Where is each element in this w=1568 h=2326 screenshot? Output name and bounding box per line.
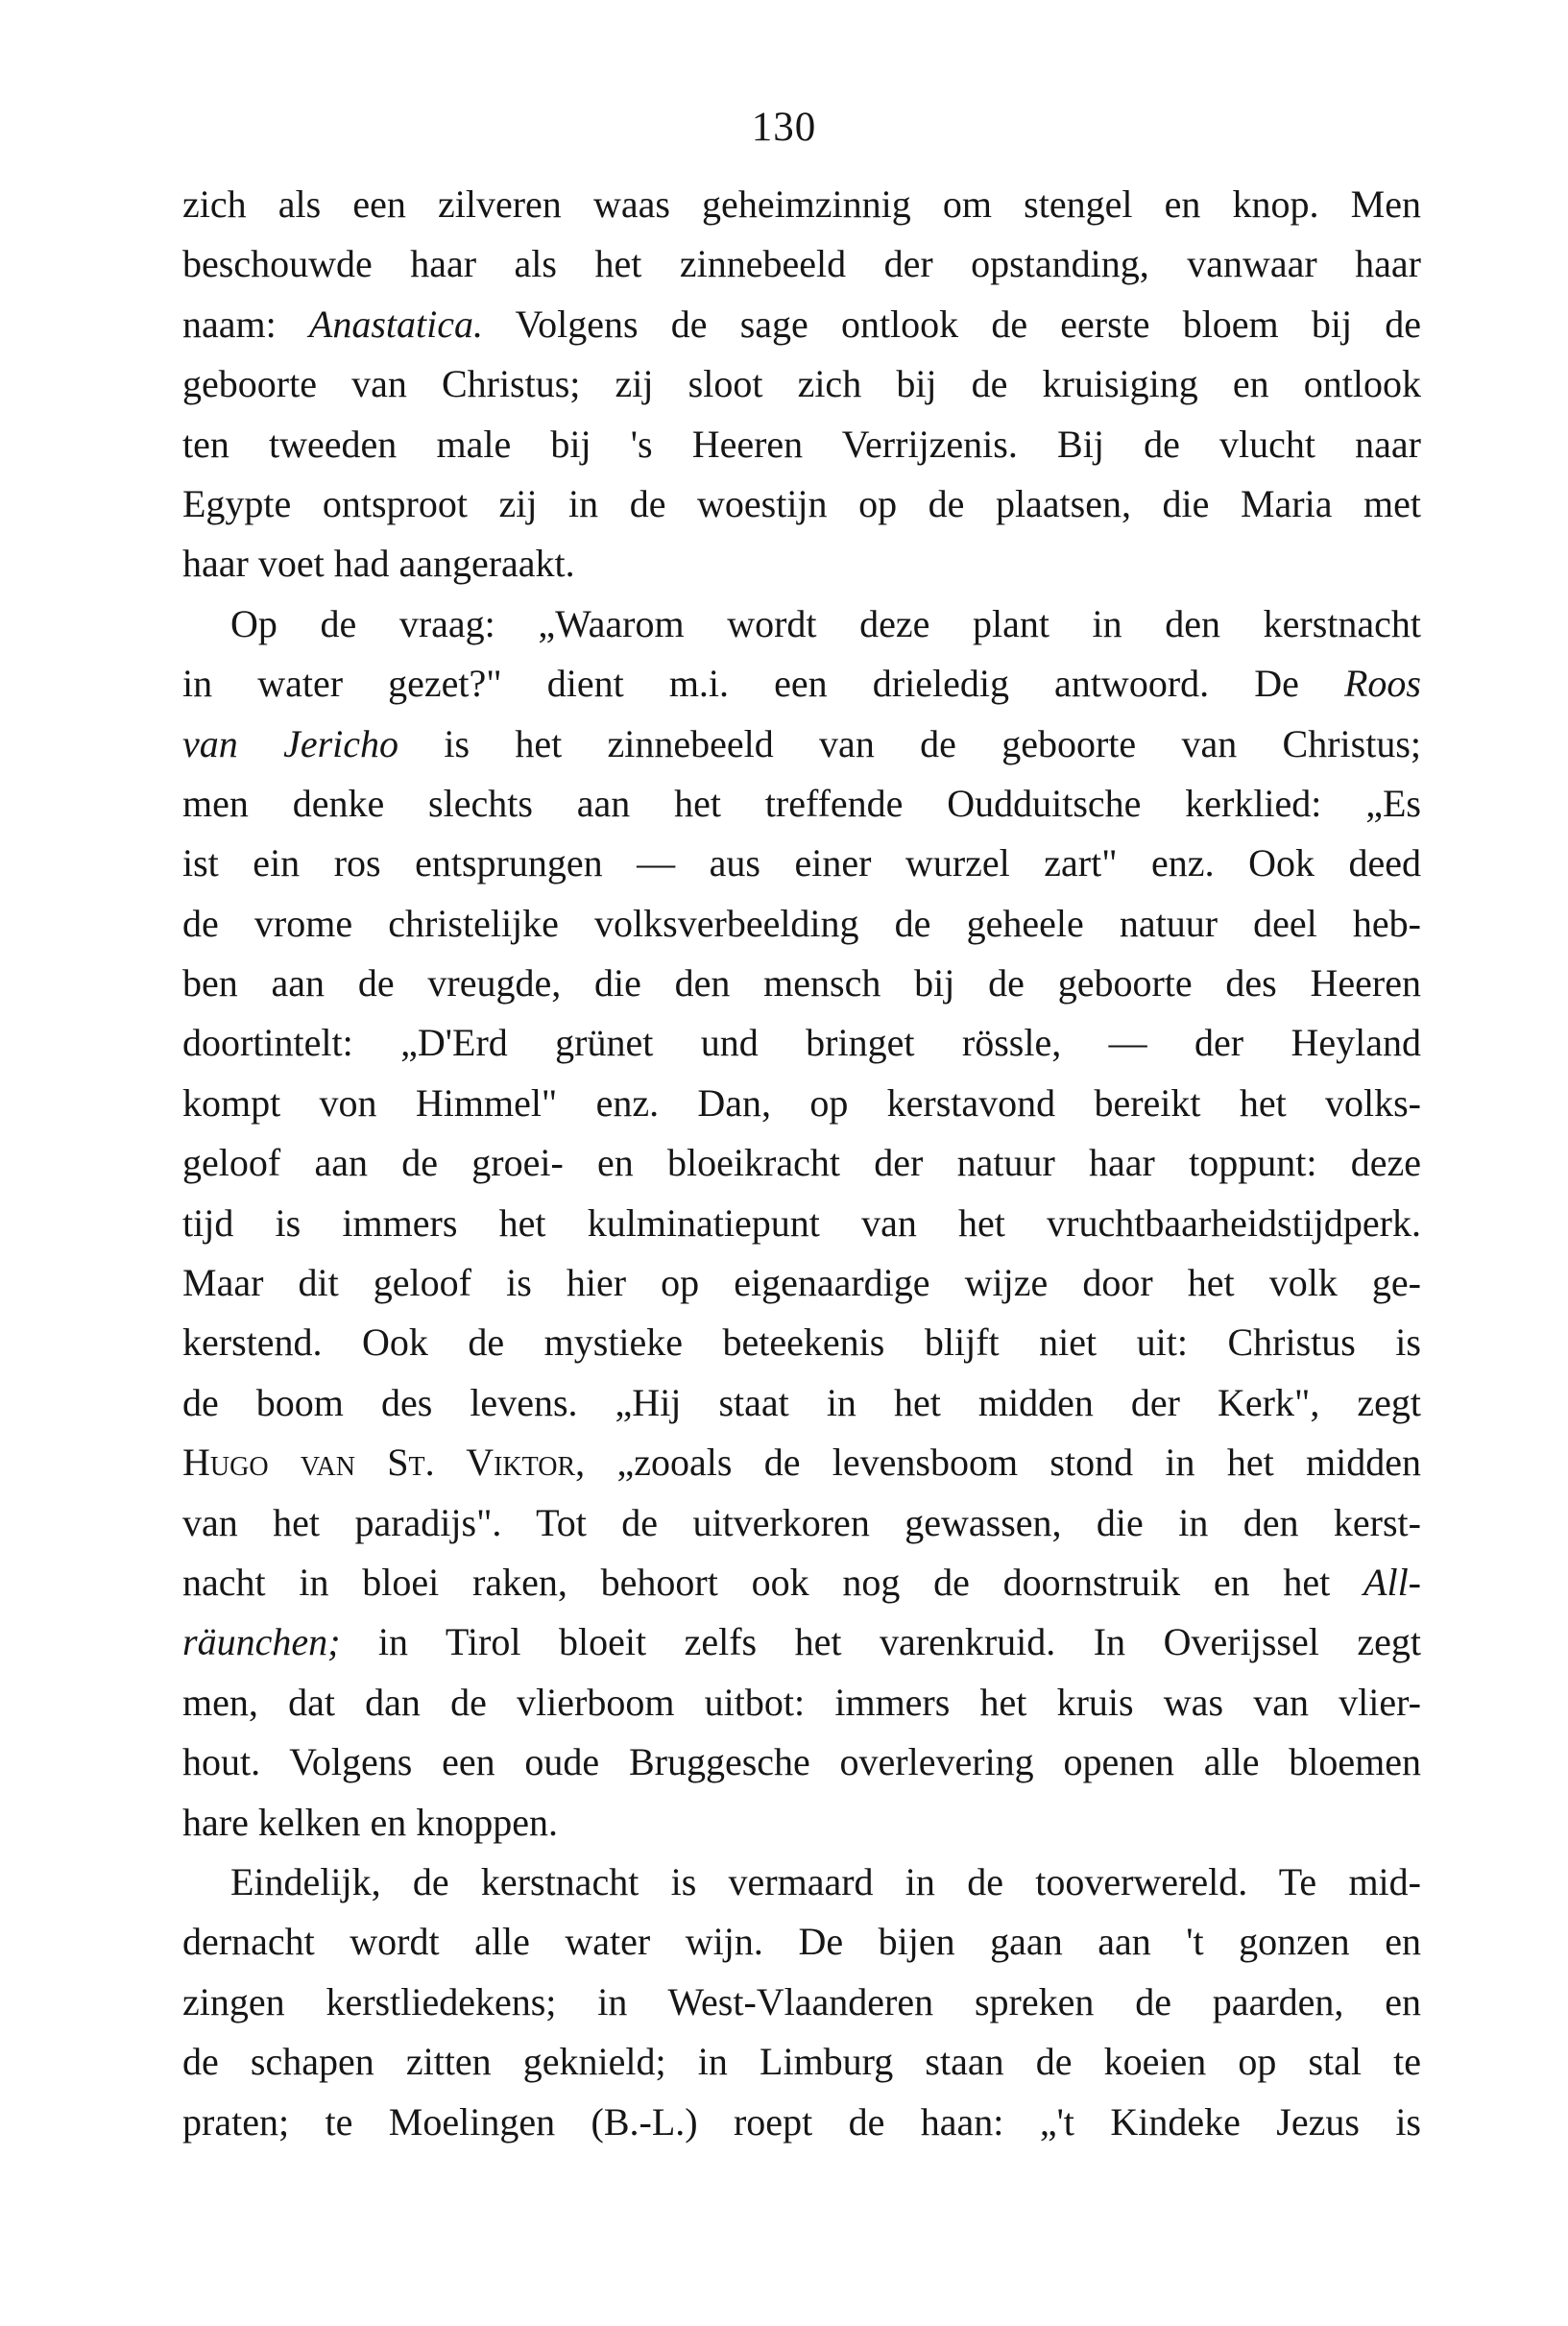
text-segment: in Tirol bloeit zelfs het varenkruid. In Overijssel zegt	[340, 1620, 1421, 1664]
text-line	[182, 1673, 1421, 1732]
text-line	[182, 415, 1421, 474]
page-number: 130	[751, 105, 817, 150]
text-line	[182, 295, 1421, 354]
text-segment: hout. Volgens een oude Bruggesche overlevering openen alle bloemen	[182, 1740, 1421, 1784]
text-line	[182, 1194, 1421, 1253]
text-line	[182, 1553, 1421, 1612]
text-segment: Volgens de sage ontlook de eerste bloem bij de	[483, 302, 1421, 346]
text-line	[182, 894, 1421, 954]
text-segment: zingen kerstliedekens; in West-Vlaanderen spreken de paarden, en	[182, 1979, 1421, 2023]
text-segment: de vrome christelijke volksverbeelding de geheele natuur deel heb-	[182, 901, 1421, 945]
text-segment: nacht in bloei raken, behoort ook nog de doornstruik en het	[182, 1560, 1364, 1604]
text-line	[182, 1912, 1421, 1972]
text-line	[182, 834, 1421, 893]
text-line	[182, 1074, 1421, 1133]
italic-text-segment: Anastatica.	[308, 302, 483, 346]
text-segment: haar voet had aangeraakt.	[182, 542, 575, 586]
text-segment: de schapen zitten geknield; in Limburg staan de koeien op stal te	[182, 2040, 1421, 2084]
text-segment: dernacht wordt alle water wijn. De bijen gaan aan 't gonzen en	[182, 1920, 1421, 1964]
text-segment: men, dat dan de vlierboom uitbot: immers het kruis was van vlier-	[182, 1680, 1421, 1724]
text-segment: in water gezet?" dient m.i. een drieledig antwoord. De	[182, 662, 1344, 706]
text-segment: kerstend. Ook de mystieke beteekenis blijft niet uit: Christus is	[182, 1320, 1421, 1365]
text-segment: hare kelken en knoppen.	[182, 1800, 558, 1844]
text-line	[182, 175, 1421, 234]
text-line	[182, 1253, 1421, 1313]
text-segment: naam:	[182, 302, 309, 346]
text-line	[182, 715, 1421, 774]
text-line	[182, 2093, 1421, 2152]
text-segment: Maar dit geloof is hier op eigenaardige wijze door het volk ge-	[182, 1261, 1421, 1305]
text-segment: ten tweeden male bij 's Heeren Verrijzenis. Bij de vlucht naar	[182, 422, 1421, 466]
text-line	[182, 1973, 1421, 2032]
text-line	[182, 1313, 1421, 1372]
text-segment: ben aan de vreugde, die den mensch bij de geboorte des Heeren	[182, 961, 1421, 1006]
text-segment: Eindelijk, de kerstnacht is vermaard in de tooverwereld. Te mid-	[230, 1859, 1421, 1903]
text-line	[182, 234, 1421, 294]
text-line	[182, 474, 1421, 534]
text-line	[182, 534, 1421, 594]
text-line	[182, 1732, 1421, 1792]
text-line	[182, 774, 1421, 834]
smallcaps-text-segment: Hugo van St. Viktor,	[182, 1441, 586, 1485]
text-segment: geloof aan de groei- en bloeikracht der natuur haar toppunt: deze	[182, 1141, 1421, 1185]
text-line	[182, 1133, 1421, 1193]
text-segment: zich als een zilveren waas geheimzinnig om stengel en knop. Men	[182, 182, 1421, 226]
text-segment: Egypte ontsproot zij in de woestijn op de plaatsen, die Maria met	[182, 481, 1421, 525]
text-segment: geboorte van Christus; zij sloot zich bij de kruisiging en ontlook	[182, 362, 1421, 406]
italic-text-segment: räunchen;	[182, 1620, 341, 1664]
text-line	[182, 1013, 1421, 1073]
text-line	[182, 654, 1421, 714]
italic-text-segment: Roos	[1344, 662, 1421, 706]
text-line	[182, 594, 1421, 654]
text-segment: tijd is immers het kulminatiepunt van het vruchtbaarheidstijdperk.	[182, 1200, 1421, 1245]
italic-text-segment: All-	[1363, 1560, 1421, 1604]
text-line	[182, 1373, 1421, 1433]
text-segment: kompt von Himmel" enz. Dan, op kerstavond bereikt het volks-	[182, 1080, 1421, 1125]
text-line	[182, 1493, 1421, 1553]
text-line	[182, 1793, 1421, 1853]
text-segment: „zooals de levensboom stond in het midden	[585, 1441, 1422, 1485]
text-segment: beschouwde haar als het zinnebeeld der opstanding, vanwaar haar	[182, 242, 1421, 286]
text-segment: de boom des levens. „Hij staat in het midden der Kerk", zegt	[182, 1380, 1421, 1424]
text-line	[182, 1612, 1421, 1672]
text-line	[182, 1853, 1421, 1912]
text-line	[182, 1433, 1421, 1492]
body-text	[182, 175, 1421, 2152]
text-line	[182, 2032, 1421, 2092]
text-line	[182, 954, 1421, 1013]
text-segment: praten; te Moelingen (B.-L.) roept de haan: „'t Kindeke Jezus is	[182, 2099, 1421, 2144]
text-line	[182, 354, 1421, 414]
text-segment: van het paradijs". Tot de uitverkoren gewassen, die in den kerst-	[182, 1500, 1421, 1544]
text-segment: doortintelt: „D'Erd grünet und bringet rössle, — der Heyland	[182, 1021, 1421, 1065]
italic-text-segment: van Jericho	[182, 721, 399, 765]
text-segment: men denke slechts aan het treffende Oudduitsche kerklied: „Es	[182, 781, 1421, 825]
text-segment: Op de vraag: „Waarom wordt deze plant in den kerstnacht	[230, 601, 1421, 645]
text-segment: ist ein ros entsprungen — aus einer wurzel zart" enz. Ook deed	[182, 841, 1421, 885]
text-segment: is het zinnebeeld van de geboorte van Christus;	[398, 721, 1421, 765]
